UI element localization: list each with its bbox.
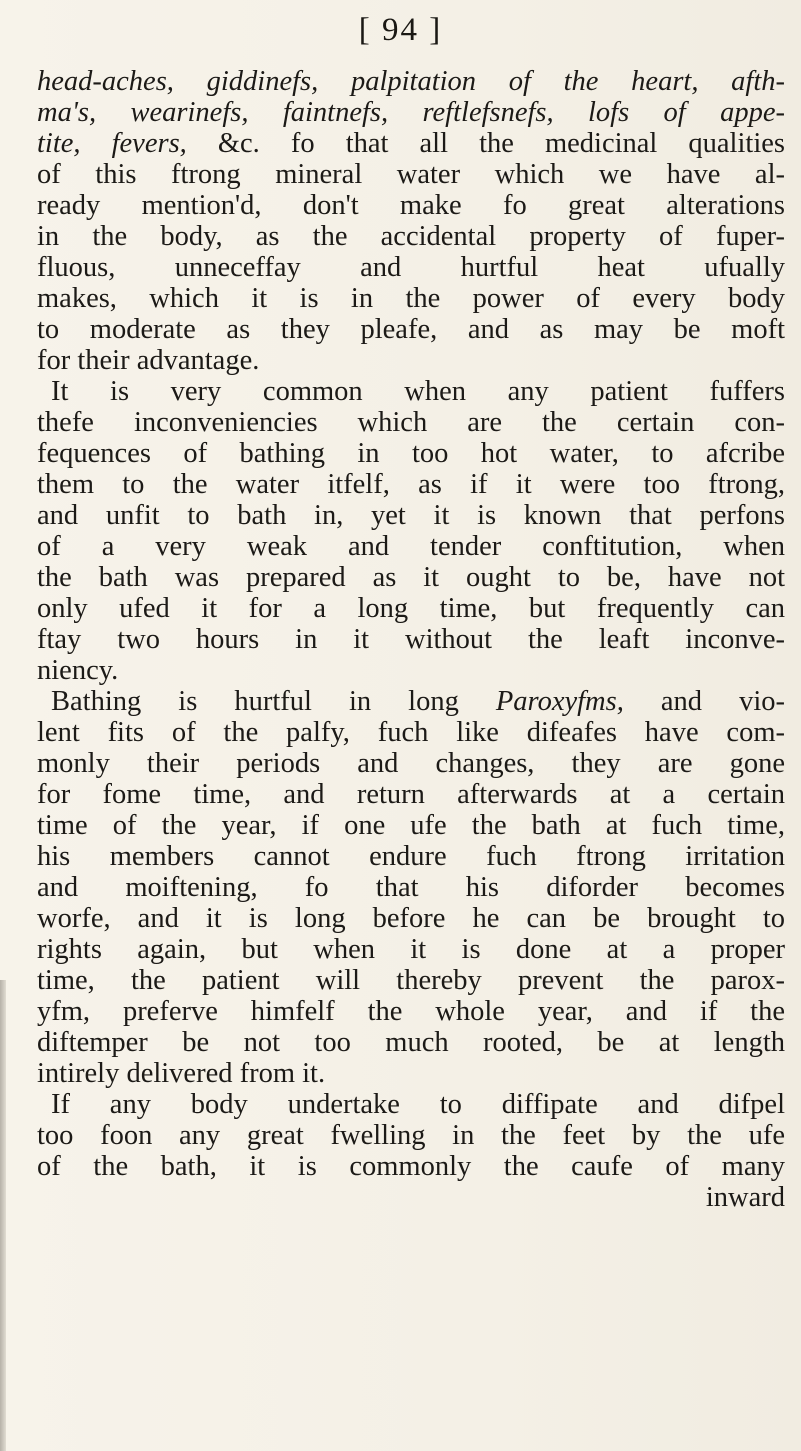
text-line	[37, 593, 785, 624]
text-segment: to moderate as they pleafe, and as may be moft	[37, 314, 785, 345]
text-segment: fluous, unneceffay and hurtful heat ufually	[37, 252, 785, 283]
text-segment: niency.	[37, 655, 119, 686]
page-edge-shadow	[0, 980, 6, 1451]
text-line	[37, 810, 785, 841]
text-line	[37, 1058, 785, 1089]
text-line	[37, 965, 785, 996]
text-segment: monly their periods and changes, they are gone	[37, 748, 785, 779]
page-number-header: [ 94 ]	[358, 12, 443, 48]
text-line	[37, 934, 785, 965]
text-line	[37, 717, 785, 748]
text-segment: and vio-	[623, 686, 785, 717]
text-segment: the bath was prepared as it ought to be, have not	[37, 562, 785, 593]
text-segment: his members cannot endure fuch ftrong irritation	[37, 841, 785, 872]
text-line	[37, 221, 785, 252]
text-segment: only ufed it for a long time, but frequently can	[37, 593, 785, 624]
text-segment: too foon any great fwelling in the feet by the ufe	[37, 1120, 785, 1151]
text-line	[37, 438, 785, 469]
italic-text-segment: ma's, wearinefs, faintnefs, reftlefsnefs, lofs of appe-	[37, 97, 785, 128]
text-line	[37, 1027, 785, 1058]
text-line	[37, 655, 785, 686]
text-segment: time, the patient will thereby prevent the parox-	[37, 965, 785, 996]
text-segment: makes, which it is in the power of every body	[37, 283, 785, 314]
text-line	[37, 872, 785, 903]
text-segment: of a very weak and tender conftitution, when	[37, 531, 785, 562]
text-line	[37, 1151, 785, 1182]
text-line	[37, 407, 785, 438]
text-line	[37, 128, 785, 159]
body-text	[37, 66, 785, 1213]
text-line	[37, 1182, 785, 1213]
text-line	[37, 686, 785, 717]
text-line	[37, 531, 785, 562]
text-line	[37, 748, 785, 779]
text-segment: worfe, and it is long before he can be brought to	[37, 903, 785, 934]
text-line	[37, 469, 785, 500]
text-segment: ftay two hours in it without the leaft inconve-	[37, 624, 785, 655]
text-segment: time of the year, if one ufe the bath at fuch time,	[37, 810, 785, 841]
text-segment: thefe inconveniencies which are the certain con-	[37, 407, 785, 438]
text-segment: of the bath, it is commonly the caufe of many	[37, 1151, 785, 1182]
text-segment: and moiftening, fo that his diforder becomes	[37, 872, 785, 903]
text-line	[37, 345, 785, 376]
text-line	[37, 1120, 785, 1151]
text-segment: Bathing is hurtful in long	[51, 686, 496, 717]
text-line	[37, 283, 785, 314]
text-segment: for fome time, and return afterwards at a certain	[37, 779, 785, 810]
text-segment: for their advantage.	[37, 345, 260, 376]
text-line	[37, 190, 785, 221]
text-segment: diftemper be not too much rooted, be at length	[37, 1027, 785, 1058]
italic-text-segment: Paroxyfms,	[495, 686, 624, 717]
text-segment: them to the water itfelf, as if it were too ftrong,	[37, 469, 785, 500]
text-segment: ready mention'd, don't make fo great alterations	[37, 190, 785, 221]
text-line	[37, 996, 785, 1027]
text-segment: lent fits of the palfy, fuch like difeafes have com-	[37, 717, 785, 748]
text-line	[37, 562, 785, 593]
text-segment: fequences of bathing in too hot water, to afcribe	[37, 438, 785, 469]
text-line	[37, 97, 785, 128]
text-line	[37, 841, 785, 872]
text-line	[37, 66, 785, 97]
text-segment: and unfit to bath in, yet it is known that perfons	[37, 500, 785, 531]
text-segment: of this ftrong mineral water which we have al-	[37, 159, 785, 190]
italic-text-segment: tite, fevers,	[37, 128, 187, 159]
text-line	[37, 779, 785, 810]
text-line	[37, 159, 785, 190]
text-segment: It is very common when any patient fuffers	[51, 376, 785, 407]
text-line	[37, 376, 785, 407]
text-line	[37, 903, 785, 934]
text-line	[37, 314, 785, 345]
text-segment: If any body undertake to diffipate and difpel	[51, 1089, 785, 1120]
text-segment: &c. fo that all the medicinal qualities	[186, 128, 785, 159]
text-line	[37, 624, 785, 655]
text-segment: rights again, but when it is done at a proper	[37, 934, 785, 965]
text-segment: intirely delivered from it.	[37, 1058, 326, 1089]
text-line	[37, 252, 785, 283]
text-segment: yfm, preferve himfelf the whole year, and if the	[37, 996, 785, 1027]
text-line	[37, 1089, 785, 1120]
text-line	[37, 500, 785, 531]
text-segment: inward	[705, 1182, 785, 1213]
text-segment: in the body, as the accidental property of fuper-	[37, 221, 785, 252]
italic-text-segment: head-aches, giddinefs, palpitation of the heart, afth-	[37, 66, 785, 97]
